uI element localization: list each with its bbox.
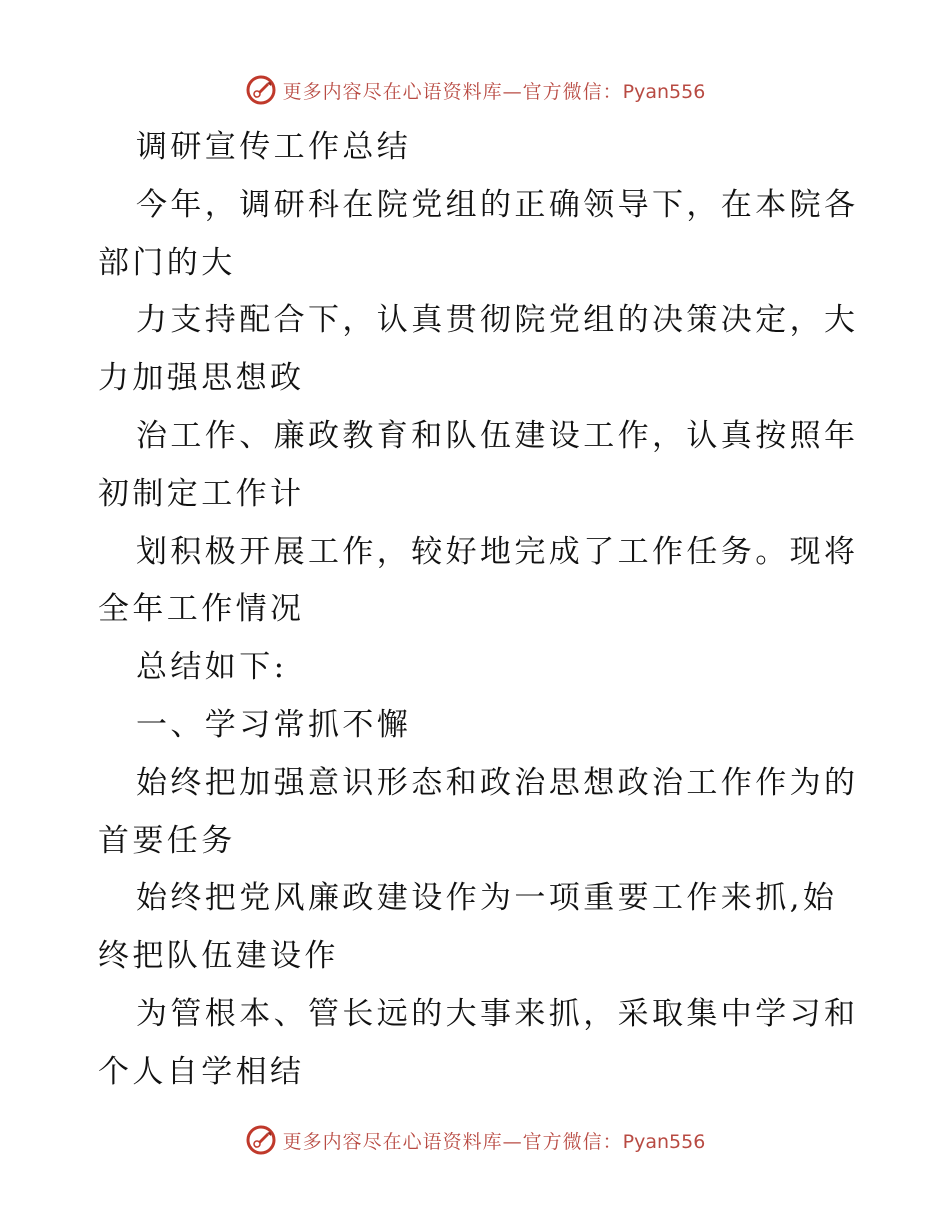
paragraph-line: 终把队伍建设作 xyxy=(98,938,339,975)
paragraph-line: 治工作、廉政教育和队伍建设工作，认真按照年 xyxy=(136,417,859,454)
document-title: 调研宣传工作总结 xyxy=(136,129,412,165)
paragraph-line: 全年工作情况 xyxy=(98,591,305,628)
paragraph-line: 部门的大 xyxy=(98,244,236,281)
section-heading: 一、学习常抓不懈 xyxy=(136,706,412,743)
paragraph-line: 始终把加强意识形态和政治思想政治工作作为的 xyxy=(136,764,859,801)
paragraph-line: 初制定工作计 xyxy=(98,475,305,512)
header-banner xyxy=(0,70,950,110)
header-banner-text: 更多内容尽在心语资料库—官方微信：Pyan556 xyxy=(282,80,706,103)
document-body xyxy=(98,119,858,1102)
paragraph-line: 总结如下: xyxy=(136,649,288,686)
red-quill-seal-icon xyxy=(245,74,277,106)
paragraph-line: 划积极开展工作，较好地完成了工作任务。现将 xyxy=(136,533,859,570)
footer-banner xyxy=(0,1120,950,1160)
paragraph-line: 个人自学相结 xyxy=(98,1053,305,1090)
paragraph-line: 首要任务 xyxy=(98,822,236,859)
red-quill-seal-icon xyxy=(245,1124,277,1156)
footer-banner-text: 更多内容尽在心语资料库—官方微信：Pyan556 xyxy=(282,1130,706,1153)
paragraph-line: 力支持配合下，认真贯彻院党组的决策决定，大 xyxy=(136,302,859,339)
paragraph-line: 为管根本、管长远的大事来抓，采取集中学习和 xyxy=(136,995,859,1032)
paragraph-line: 始终把党风廉政建设作为一项重要工作来抓,始 xyxy=(136,880,838,917)
paragraph-line: 今年，调研科在院党组的正确领导下，在本院各 xyxy=(136,186,859,223)
paragraph-line: 力加强思想政 xyxy=(98,360,305,397)
